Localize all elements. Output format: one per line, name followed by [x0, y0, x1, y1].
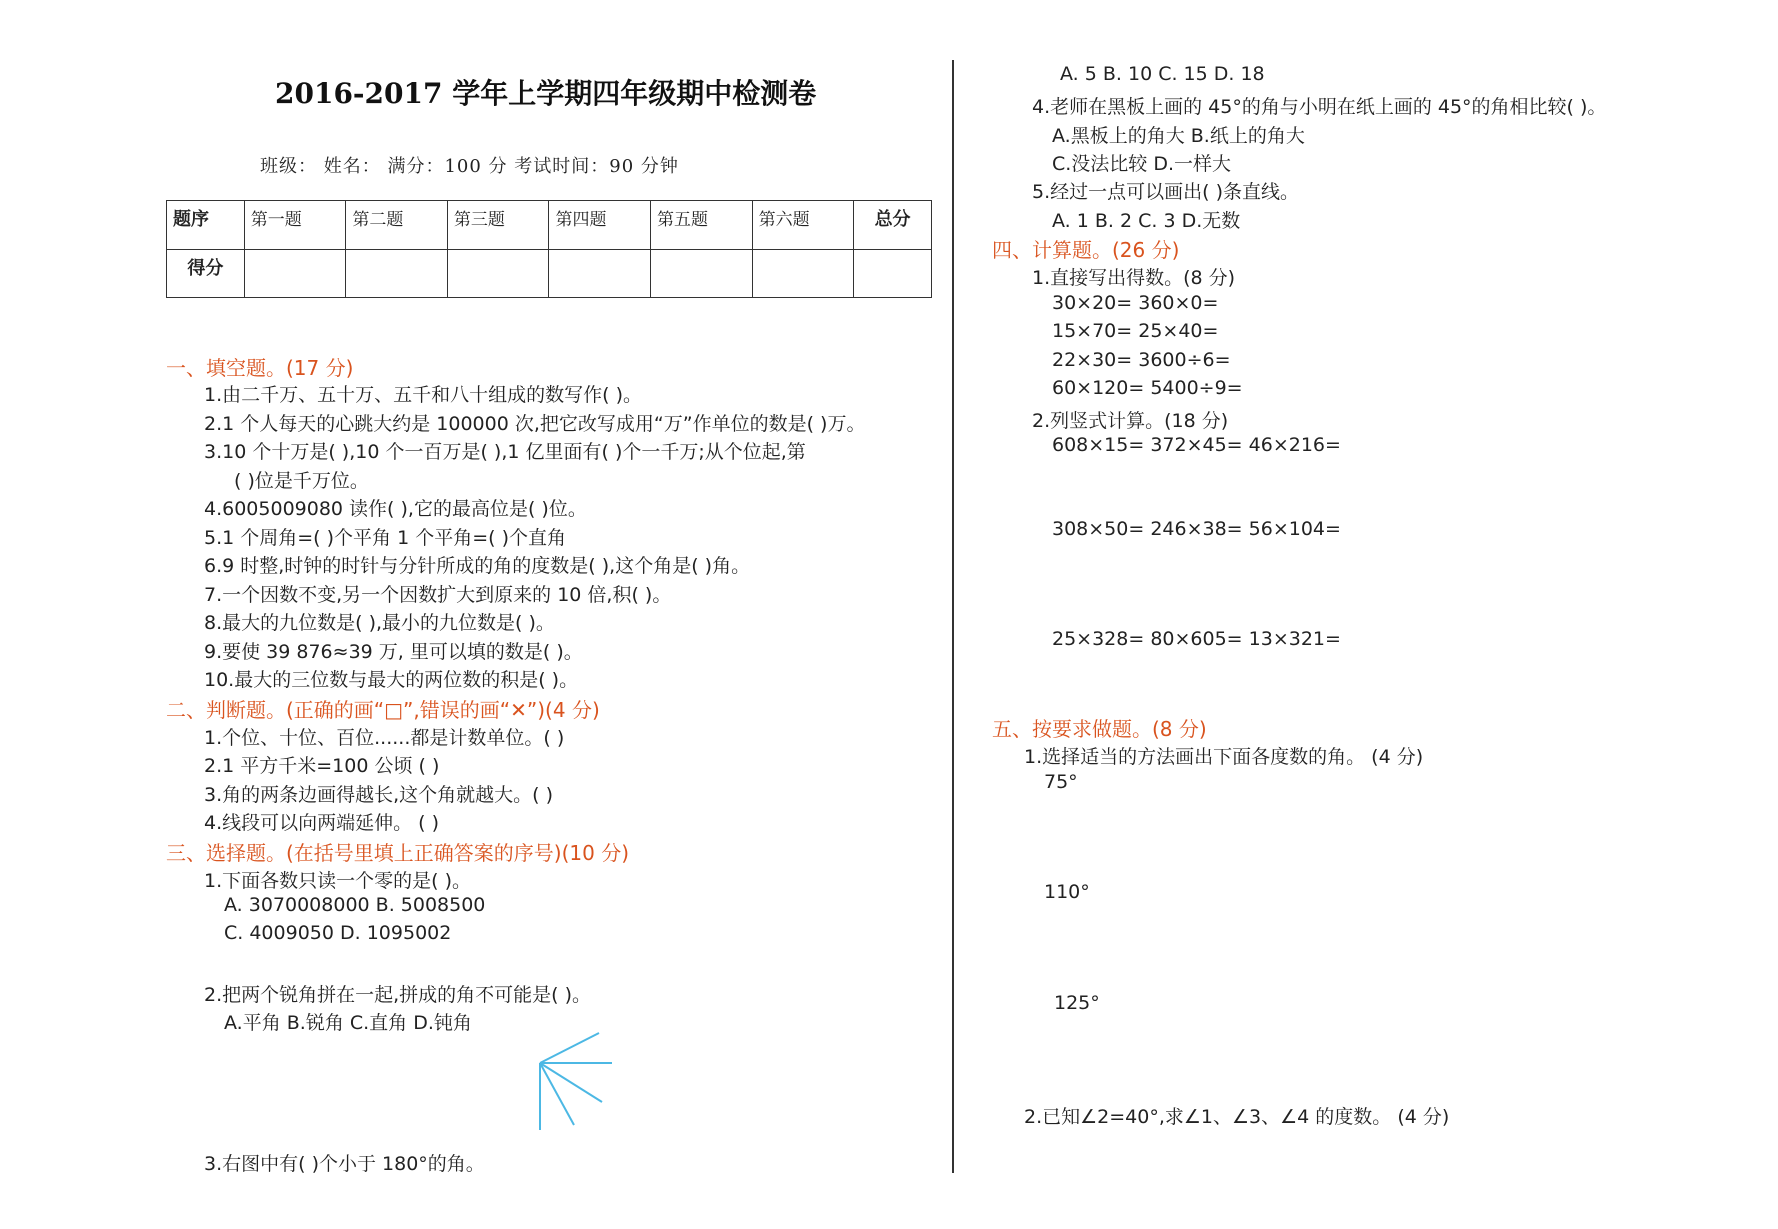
section1-heading: 一、填空题。(17 分) — [166, 356, 354, 380]
score-cell[interactable] — [346, 249, 448, 298]
choice-q1-options-a: A. 3070008000 B. 5008500 — [224, 894, 486, 916]
angle-110: 110° — [1044, 881, 1090, 903]
score-cell[interactable] — [549, 249, 651, 298]
calc-sub2: 2.列竖式计算。(18 分) — [1032, 410, 1229, 432]
direct-calc-row-1: 30×20= 360×0= — [1052, 292, 1219, 314]
judge-q1: 1.个位、十位、百位......都是计数单位。( ) — [204, 727, 565, 749]
choice-q1-options-b: C. 4009050 D. 1095002 — [224, 922, 452, 944]
direct-calc-row-3: 22×30= 3600÷6= — [1052, 349, 1231, 371]
column-divider — [952, 60, 954, 1173]
choice-q4-options-b: C.没法比较 D.一样大 — [1052, 153, 1232, 175]
score-cell[interactable] — [447, 249, 549, 298]
section4-heading: 四、计算题。(26 分) — [992, 238, 1180, 262]
vertical-calc-row-1: 608×15= 372×45= 46×216= — [1052, 434, 1341, 456]
fill-q9: 9.要使 39 876≈39 万, 里可以填的数是( )。 — [204, 641, 583, 663]
angle-rays-figure — [532, 1030, 614, 1130]
choice-q5-options: A. 1 B. 2 C. 3 D.无数 — [1052, 210, 1241, 232]
section3-heading: 三、选择题。(在括号里填上正确答案的序号)(10 分) — [166, 841, 630, 865]
score-cell[interactable] — [244, 249, 346, 298]
fill-q7: 7.一个因数不变,另一个因数扩大到原来的 10 倍,积( )。 — [204, 584, 672, 606]
exam-info: 班级： 姓名： 满分：100 分 考试时间：90 分钟 — [260, 156, 679, 177]
choice-q3-options: A. 5 B. 10 C. 15 D. 18 — [1060, 63, 1265, 85]
fill-q8: 8.最大的九位数是( ),最小的九位数是( )。 — [204, 612, 555, 634]
score-col-5: 第五题 — [651, 201, 753, 250]
draw-sub1: 1.选择适当的方法画出下面各度数的角。 (4 分) — [1024, 746, 1424, 768]
score-col-order: 题序 — [167, 201, 245, 250]
score-col-2: 第二题 — [346, 201, 448, 250]
choice-q2-options: A.平角 B.锐角 C.直角 D.钝角 — [224, 1012, 472, 1034]
fill-q1: 1.由二千万、五十万、五千和八十组成的数写作( )。 — [204, 384, 642, 406]
score-col-4: 第四题 — [549, 201, 651, 250]
score-cell[interactable] — [854, 249, 932, 298]
fill-q10: 10.最大的三位数与最大的两位数的积是( )。 — [204, 669, 579, 691]
score-col-1: 第一题 — [244, 201, 346, 250]
score-cell[interactable] — [752, 249, 854, 298]
vertical-calc-row-2: 308×50= 246×38= 56×104= — [1052, 518, 1341, 540]
choice-q5: 5.经过一点可以画出( )条直线。 — [1032, 181, 1299, 203]
score-table-header-row — [167, 201, 932, 250]
choice-q1: 1.下面各数只读一个零的是( )。 — [204, 870, 471, 892]
draw-sub2: 2.已知∠2=40°,求∠1、∠3、∠4 的度数。 (4 分) — [1024, 1106, 1450, 1128]
score-col-3: 第三题 — [447, 201, 549, 250]
choice-q2: 2.把两个锐角拼在一起,拼成的角不可能是( )。 — [204, 984, 592, 1006]
judge-q4: 4.线段可以向两端延伸。 ( ) — [204, 812, 440, 834]
rays — [540, 1033, 612, 1130]
calc-sub1: 1.直接写出得数。(8 分) — [1032, 267, 1236, 289]
fill-q5: 5.1 个周角=( )个平角 1 个平角=( )个直角 — [204, 527, 566, 549]
angle-75: 75° — [1044, 771, 1078, 793]
score-table-score-row — [167, 249, 932, 298]
score-cell[interactable] — [651, 249, 753, 298]
judge-q2: 2.1 平方千米=100 公顷 ( ) — [204, 755, 440, 777]
judge-q3: 3.角的两条边画得越长,这个角就越大。( ) — [204, 784, 554, 806]
score-col-total: 总分 — [854, 201, 932, 250]
fill-q3: 3.10 个十万是( ),10 个一百万是( ),1 亿里面有( )个一千万;从个位起,第 — [204, 441, 806, 463]
direct-calc-row-4: 60×120= 5400÷9= — [1052, 377, 1243, 399]
section5-heading: 五、按要求做题。(8 分) — [992, 717, 1207, 741]
fill-q6: 6.9 时整,时钟的时针与分针所成的角的度数是( ),这个角是( )角。 — [204, 555, 751, 577]
choice-q3: 3.右图中有( )个小于 180°的角。 — [204, 1153, 485, 1175]
score-row-label: 得分 — [167, 249, 245, 298]
fill-q4: 4.6005009080 读作( ),它的最高位是( )位。 — [204, 498, 587, 520]
section2-heading: 二、判断题。(正确的画“□”,错误的画“✕”)(4 分) — [166, 698, 600, 722]
fill-q2: 2.1 个人每天的心跳大约是 100000 次,把它改写成用“万”作单位的数是( )万。 — [204, 413, 866, 435]
choice-q4-options-a: A.黑板上的角大 B.纸上的角大 — [1052, 125, 1305, 147]
page-title: 2016-2017 学年上学期四年级期中检测卷 — [275, 77, 817, 110]
angle-125: 125° — [1054, 992, 1100, 1014]
score-table — [166, 200, 932, 298]
fill-q3-cont: ( )位是千万位。 — [234, 470, 369, 492]
direct-calc-row-2: 15×70= 25×40= — [1052, 320, 1219, 342]
choice-q4: 4.老师在黑板上画的 45°的角与小明在纸上画的 45°的角相比较( )。 — [1032, 96, 1607, 118]
score-col-6: 第六题 — [752, 201, 854, 250]
vertical-calc-row-3: 25×328= 80×605= 13×321= — [1052, 628, 1341, 650]
